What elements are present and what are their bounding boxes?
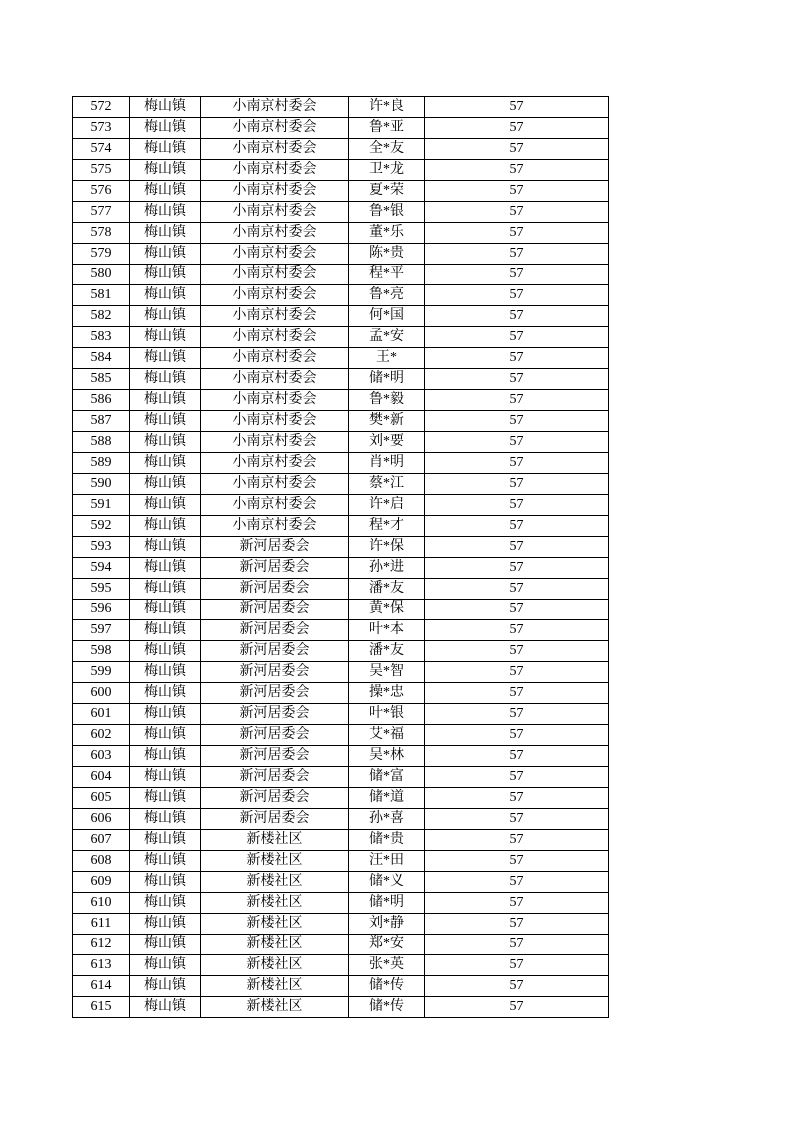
village-cell: 新河居委会 (201, 725, 349, 746)
table-row (73, 369, 609, 390)
row-number-cell: 601 (73, 704, 130, 725)
town-cell: 梅山镇 (130, 641, 201, 662)
row-number-cell: 588 (73, 432, 130, 453)
town-cell: 梅山镇 (130, 767, 201, 788)
town-cell: 梅山镇 (130, 913, 201, 934)
village-cell: 新河居委会 (201, 536, 349, 557)
town-cell: 梅山镇 (130, 222, 201, 243)
row-number-cell: 586 (73, 390, 130, 411)
name-cell: 董*乐 (349, 222, 425, 243)
table-row (73, 494, 609, 515)
table-row (73, 662, 609, 683)
name-cell: 吴*林 (349, 746, 425, 767)
village-cell: 小南京村委会 (201, 117, 349, 138)
name-cell: 鲁*毅 (349, 390, 425, 411)
village-cell: 小南京村委会 (201, 432, 349, 453)
village-cell: 新河居委会 (201, 641, 349, 662)
town-cell: 梅山镇 (130, 159, 201, 180)
amount-cell: 57 (425, 390, 609, 411)
village-cell: 新河居委会 (201, 787, 349, 808)
town-cell: 梅山镇 (130, 138, 201, 159)
table-row (73, 808, 609, 829)
village-cell: 新河居委会 (201, 683, 349, 704)
name-cell: 叶*银 (349, 704, 425, 725)
name-cell: 肖*明 (349, 452, 425, 473)
row-number-cell: 587 (73, 411, 130, 432)
village-cell: 小南京村委会 (201, 327, 349, 348)
amount-cell: 57 (425, 264, 609, 285)
name-cell: 操*忠 (349, 683, 425, 704)
amount-cell: 57 (425, 955, 609, 976)
village-cell: 小南京村委会 (201, 201, 349, 222)
row-number-cell: 592 (73, 515, 130, 536)
amount-cell: 57 (425, 704, 609, 725)
amount-cell: 57 (425, 997, 609, 1018)
table-row (73, 704, 609, 725)
name-cell: 刘*要 (349, 432, 425, 453)
town-cell: 梅山镇 (130, 997, 201, 1018)
row-number-cell: 580 (73, 264, 130, 285)
amount-cell: 57 (425, 620, 609, 641)
village-cell: 新楼社区 (201, 976, 349, 997)
name-cell: 黄*保 (349, 599, 425, 620)
row-number-cell: 606 (73, 808, 130, 829)
table-row (73, 892, 609, 913)
village-cell: 新河居委会 (201, 746, 349, 767)
village-cell: 小南京村委会 (201, 390, 349, 411)
amount-cell: 57 (425, 683, 609, 704)
row-number-cell: 572 (73, 97, 130, 118)
village-cell: 新楼社区 (201, 913, 349, 934)
name-cell: 陈*贵 (349, 243, 425, 264)
row-number-cell: 613 (73, 955, 130, 976)
village-cell: 新河居委会 (201, 808, 349, 829)
row-number-cell: 577 (73, 201, 130, 222)
row-number-cell: 583 (73, 327, 130, 348)
town-cell: 梅山镇 (130, 432, 201, 453)
town-cell: 梅山镇 (130, 243, 201, 264)
amount-cell: 57 (425, 201, 609, 222)
table-row (73, 138, 609, 159)
table-row (73, 327, 609, 348)
village-cell: 小南京村委会 (201, 159, 349, 180)
name-cell: 郑*安 (349, 934, 425, 955)
row-number-cell: 598 (73, 641, 130, 662)
amount-cell: 57 (425, 494, 609, 515)
table-row (73, 829, 609, 850)
name-cell: 储*传 (349, 997, 425, 1018)
table-row (73, 997, 609, 1018)
name-cell: 卫*龙 (349, 159, 425, 180)
name-cell: 鲁*亚 (349, 117, 425, 138)
amount-cell: 57 (425, 557, 609, 578)
town-cell: 梅山镇 (130, 934, 201, 955)
row-number-cell: 615 (73, 997, 130, 1018)
table-row (73, 452, 609, 473)
table-row (73, 871, 609, 892)
name-cell: 王* (349, 348, 425, 369)
row-number-cell: 597 (73, 620, 130, 641)
village-cell: 新楼社区 (201, 850, 349, 871)
table-body (73, 97, 609, 1018)
name-cell: 储*明 (349, 892, 425, 913)
town-cell: 梅山镇 (130, 955, 201, 976)
amount-cell: 57 (425, 348, 609, 369)
amount-cell: 57 (425, 327, 609, 348)
amount-cell: 57 (425, 787, 609, 808)
row-number-cell: 603 (73, 746, 130, 767)
data-table (72, 96, 609, 1018)
village-cell: 新楼社区 (201, 829, 349, 850)
name-cell: 许*启 (349, 494, 425, 515)
village-cell: 小南京村委会 (201, 348, 349, 369)
town-cell: 梅山镇 (130, 746, 201, 767)
name-cell: 孟*安 (349, 327, 425, 348)
row-number-cell: 574 (73, 138, 130, 159)
town-cell: 梅山镇 (130, 348, 201, 369)
village-cell: 新楼社区 (201, 997, 349, 1018)
village-cell: 小南京村委会 (201, 97, 349, 118)
table-row (73, 117, 609, 138)
name-cell: 孙*喜 (349, 808, 425, 829)
table-row (73, 934, 609, 955)
town-cell: 梅山镇 (130, 201, 201, 222)
town-cell: 梅山镇 (130, 850, 201, 871)
table-row (73, 850, 609, 871)
amount-cell: 57 (425, 432, 609, 453)
town-cell: 梅山镇 (130, 264, 201, 285)
village-cell: 新河居委会 (201, 704, 349, 725)
town-cell: 梅山镇 (130, 411, 201, 432)
row-number-cell: 604 (73, 767, 130, 788)
name-cell: 储*富 (349, 767, 425, 788)
village-cell: 小南京村委会 (201, 473, 349, 494)
village-cell: 小南京村委会 (201, 264, 349, 285)
amount-cell: 57 (425, 138, 609, 159)
name-cell: 吴*智 (349, 662, 425, 683)
table-row (73, 264, 609, 285)
village-cell: 小南京村委会 (201, 369, 349, 390)
town-cell: 梅山镇 (130, 704, 201, 725)
table-row (73, 913, 609, 934)
table-row (73, 97, 609, 118)
town-cell: 梅山镇 (130, 725, 201, 746)
table-row (73, 390, 609, 411)
row-number-cell: 605 (73, 787, 130, 808)
town-cell: 梅山镇 (130, 599, 201, 620)
table-row (73, 348, 609, 369)
amount-cell: 57 (425, 411, 609, 432)
amount-cell: 57 (425, 117, 609, 138)
amount-cell: 57 (425, 97, 609, 118)
table-row (73, 243, 609, 264)
town-cell: 梅山镇 (130, 892, 201, 913)
village-cell: 新河居委会 (201, 599, 349, 620)
table-row (73, 767, 609, 788)
name-cell: 程*平 (349, 264, 425, 285)
amount-cell: 57 (425, 599, 609, 620)
table-row (73, 599, 609, 620)
table-row (73, 473, 609, 494)
amount-cell: 57 (425, 306, 609, 327)
town-cell: 梅山镇 (130, 976, 201, 997)
table-row (73, 620, 609, 641)
amount-cell: 57 (425, 641, 609, 662)
row-number-cell: 581 (73, 285, 130, 306)
amount-cell: 57 (425, 285, 609, 306)
row-number-cell: 614 (73, 976, 130, 997)
row-number-cell: 596 (73, 599, 130, 620)
village-cell: 小南京村委会 (201, 243, 349, 264)
table-row (73, 201, 609, 222)
name-cell: 何*国 (349, 306, 425, 327)
name-cell: 储*道 (349, 787, 425, 808)
row-number-cell: 582 (73, 306, 130, 327)
village-cell: 新河居委会 (201, 578, 349, 599)
amount-cell: 57 (425, 850, 609, 871)
table-row (73, 725, 609, 746)
row-number-cell: 578 (73, 222, 130, 243)
town-cell: 梅山镇 (130, 515, 201, 536)
row-number-cell: 611 (73, 913, 130, 934)
town-cell: 梅山镇 (130, 620, 201, 641)
row-number-cell: 602 (73, 725, 130, 746)
village-cell: 小南京村委会 (201, 452, 349, 473)
table-row (73, 683, 609, 704)
amount-cell: 57 (425, 515, 609, 536)
name-cell: 夏*荣 (349, 180, 425, 201)
table-row (73, 515, 609, 536)
row-number-cell: 579 (73, 243, 130, 264)
name-cell: 孙*进 (349, 557, 425, 578)
table-row (73, 787, 609, 808)
town-cell: 梅山镇 (130, 390, 201, 411)
village-cell: 小南京村委会 (201, 494, 349, 515)
town-cell: 梅山镇 (130, 369, 201, 390)
town-cell: 梅山镇 (130, 97, 201, 118)
village-cell: 小南京村委会 (201, 515, 349, 536)
village-cell: 小南京村委会 (201, 222, 349, 243)
village-cell: 新楼社区 (201, 871, 349, 892)
table-row (73, 536, 609, 557)
amount-cell: 57 (425, 662, 609, 683)
amount-cell: 57 (425, 243, 609, 264)
row-number-cell: 607 (73, 829, 130, 850)
amount-cell: 57 (425, 913, 609, 934)
town-cell: 梅山镇 (130, 473, 201, 494)
amount-cell: 57 (425, 746, 609, 767)
amount-cell: 57 (425, 976, 609, 997)
village-cell: 小南京村委会 (201, 306, 349, 327)
town-cell: 梅山镇 (130, 327, 201, 348)
row-number-cell: 608 (73, 850, 130, 871)
name-cell: 潘*友 (349, 641, 425, 662)
amount-cell: 57 (425, 222, 609, 243)
row-number-cell: 589 (73, 452, 130, 473)
amount-cell: 57 (425, 808, 609, 829)
name-cell: 储*明 (349, 369, 425, 390)
name-cell: 许*良 (349, 97, 425, 118)
amount-cell: 57 (425, 725, 609, 746)
name-cell: 刘*静 (349, 913, 425, 934)
row-number-cell: 591 (73, 494, 130, 515)
table-row (73, 432, 609, 453)
name-cell: 储*义 (349, 871, 425, 892)
village-cell: 新河居委会 (201, 767, 349, 788)
amount-cell: 57 (425, 180, 609, 201)
table-row (73, 746, 609, 767)
village-cell: 新楼社区 (201, 934, 349, 955)
table-row (73, 578, 609, 599)
row-number-cell: 584 (73, 348, 130, 369)
town-cell: 梅山镇 (130, 829, 201, 850)
name-cell: 许*保 (349, 536, 425, 557)
name-cell: 全*友 (349, 138, 425, 159)
table-row (73, 159, 609, 180)
table-row (73, 976, 609, 997)
town-cell: 梅山镇 (130, 494, 201, 515)
table-row (73, 306, 609, 327)
row-number-cell: 595 (73, 578, 130, 599)
name-cell: 储*传 (349, 976, 425, 997)
town-cell: 梅山镇 (130, 871, 201, 892)
name-cell: 艾*福 (349, 725, 425, 746)
town-cell: 梅山镇 (130, 662, 201, 683)
row-number-cell: 599 (73, 662, 130, 683)
town-cell: 梅山镇 (130, 306, 201, 327)
amount-cell: 57 (425, 871, 609, 892)
name-cell: 鲁*亮 (349, 285, 425, 306)
amount-cell: 57 (425, 473, 609, 494)
village-cell: 小南京村委会 (201, 180, 349, 201)
name-cell: 潘*友 (349, 578, 425, 599)
amount-cell: 57 (425, 767, 609, 788)
amount-cell: 57 (425, 892, 609, 913)
village-cell: 新河居委会 (201, 557, 349, 578)
table-row (73, 411, 609, 432)
name-cell: 张*英 (349, 955, 425, 976)
row-number-cell: 593 (73, 536, 130, 557)
amount-cell: 57 (425, 369, 609, 390)
row-number-cell: 612 (73, 934, 130, 955)
village-cell: 新楼社区 (201, 892, 349, 913)
table-row (73, 180, 609, 201)
town-cell: 梅山镇 (130, 117, 201, 138)
row-number-cell: 575 (73, 159, 130, 180)
village-cell: 新河居委会 (201, 620, 349, 641)
village-cell: 小南京村委会 (201, 285, 349, 306)
name-cell: 汪*田 (349, 850, 425, 871)
town-cell: 梅山镇 (130, 452, 201, 473)
town-cell: 梅山镇 (130, 808, 201, 829)
village-cell: 新河居委会 (201, 662, 349, 683)
name-cell: 鲁*银 (349, 201, 425, 222)
name-cell: 储*贵 (349, 829, 425, 850)
row-number-cell: 609 (73, 871, 130, 892)
town-cell: 梅山镇 (130, 285, 201, 306)
row-number-cell: 600 (73, 683, 130, 704)
town-cell: 梅山镇 (130, 557, 201, 578)
amount-cell: 57 (425, 934, 609, 955)
name-cell: 樊*新 (349, 411, 425, 432)
village-cell: 小南京村委会 (201, 411, 349, 432)
row-number-cell: 594 (73, 557, 130, 578)
village-cell: 新楼社区 (201, 955, 349, 976)
table-row (73, 285, 609, 306)
row-number-cell: 610 (73, 892, 130, 913)
name-cell: 叶*本 (349, 620, 425, 641)
amount-cell: 57 (425, 452, 609, 473)
row-number-cell: 585 (73, 369, 130, 390)
town-cell: 梅山镇 (130, 683, 201, 704)
row-number-cell: 576 (73, 180, 130, 201)
row-number-cell: 573 (73, 117, 130, 138)
town-cell: 梅山镇 (130, 536, 201, 557)
village-cell: 小南京村委会 (201, 138, 349, 159)
amount-cell: 57 (425, 578, 609, 599)
table-row (73, 641, 609, 662)
table-row (73, 955, 609, 976)
name-cell: 程*才 (349, 515, 425, 536)
town-cell: 梅山镇 (130, 578, 201, 599)
table-row (73, 557, 609, 578)
row-number-cell: 590 (73, 473, 130, 494)
table-row (73, 222, 609, 243)
amount-cell: 57 (425, 829, 609, 850)
amount-cell: 57 (425, 536, 609, 557)
amount-cell: 57 (425, 159, 609, 180)
town-cell: 梅山镇 (130, 787, 201, 808)
town-cell: 梅山镇 (130, 180, 201, 201)
name-cell: 蔡*江 (349, 473, 425, 494)
